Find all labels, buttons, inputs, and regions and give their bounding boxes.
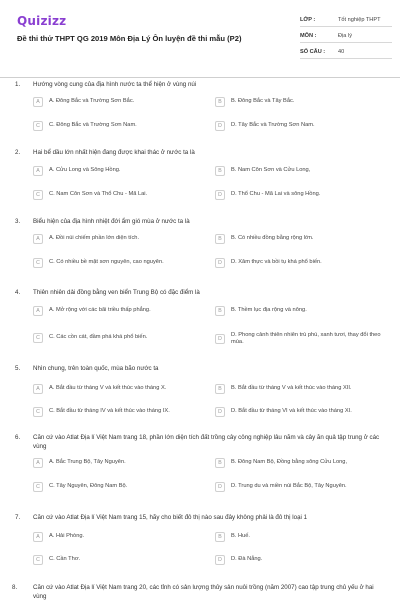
- option-d[interactable]: [215, 332, 381, 347]
- meta-row-subject: [300, 30, 392, 43]
- option-c[interactable]: [33, 407, 170, 417]
- option-d[interactable]: [215, 121, 315, 131]
- option-b[interactable]: [215, 166, 310, 176]
- option-letter: C: [33, 555, 43, 565]
- option-text: A. Đông Bắc và Trường Sơn Bắc.: [49, 98, 135, 105]
- question-text: Căn cứ vào Atlat Địa lí Việt Nam trang 15, hãy cho biết đô thị nào sau đây không phải là đô thị loại 1: [33, 514, 308, 521]
- option-letter: D: [215, 407, 225, 417]
- option-letter: B: [215, 306, 225, 316]
- option-text: B. Thềm lục địa rộng và nông.: [231, 307, 307, 314]
- option-letter: B: [215, 234, 225, 244]
- meta-label: SỐ CÂU :: [300, 49, 326, 55]
- question-number: 5.: [15, 365, 21, 372]
- question-number: 2.: [15, 149, 21, 156]
- option-text: C. Cần Thơ.: [49, 556, 81, 563]
- question-number: 1.: [15, 81, 21, 88]
- option-text: B. Đông Bắc và Tây Bắc.: [231, 98, 295, 105]
- question-number: 8.: [12, 584, 18, 591]
- option-letter: B: [215, 166, 225, 176]
- option-c[interactable]: [33, 121, 137, 131]
- option-letter: D: [215, 555, 225, 565]
- option-letter: A: [33, 166, 43, 176]
- option-letter: D: [215, 190, 225, 200]
- option-c[interactable]: [33, 482, 127, 492]
- option-text: D. Trung du và miền núi Bắc Bộ, Tây Nguyên.: [231, 483, 347, 490]
- option-c[interactable]: [33, 333, 147, 343]
- option-text: D. Tây Bắc và Trường Sơn Nam.: [231, 122, 315, 129]
- option-d[interactable]: [215, 190, 320, 200]
- option-text: B. Bắt đầu từ tháng V và kết thúc vào tháng XII.: [231, 385, 352, 392]
- worksheet-title: Đề thi thử THPT QG 2019 Môn Địa Lý Ôn luyện đề thi mẫu (P2): [17, 34, 242, 43]
- option-letter: A: [33, 384, 43, 394]
- option-text: A. Bắc Trung Bộ, Tây Nguyên.: [49, 459, 126, 466]
- option-letter: B: [215, 97, 225, 107]
- option-text: B. Nam Côn Sơn và Cửu Long,: [231, 167, 311, 174]
- meta-row-count: [300, 46, 392, 59]
- meta-label: LỚP :: [300, 17, 316, 23]
- question-text: Hướng vòng cung của địa hình nước ta thể hiện ở vùng núi: [33, 81, 197, 88]
- meta-value: 40: [338, 49, 345, 55]
- option-c[interactable]: [33, 190, 147, 200]
- option-text: A. Hải Phòng.: [49, 533, 85, 540]
- option-text: C. Các cồn cát, đầm phá khá phổ biến.: [49, 334, 148, 341]
- option-letter: D: [215, 482, 225, 492]
- option-c[interactable]: [33, 258, 164, 268]
- question-number: 7.: [15, 514, 21, 521]
- option-a[interactable]: [33, 458, 126, 468]
- option-letter: B: [215, 458, 225, 468]
- option-text: C. Nam Côn Sơn và Thổ Chu - Mã Lai.: [49, 191, 148, 198]
- option-d[interactable]: [215, 555, 262, 565]
- option-b[interactable]: [215, 306, 307, 316]
- option-a[interactable]: [33, 166, 120, 176]
- question-number: 3.: [15, 218, 21, 225]
- option-text: A. Mở rộng với các bãi triều thấp phẳng.: [49, 307, 151, 314]
- option-letter: C: [33, 407, 43, 417]
- question-text: Biểu hiện của địa hình nhiệt đới ẩm gió mùa ở nước ta là: [33, 218, 190, 225]
- option-a[interactable]: [33, 532, 84, 542]
- option-letter: D: [215, 334, 225, 344]
- option-text: D. Đà Nẵng.: [231, 556, 263, 563]
- option-b[interactable]: [215, 458, 347, 468]
- option-letter: C: [33, 121, 43, 131]
- question-text: Căn cứ vào Atlat Địa lí Việt Nam trang 20, các tỉnh có sản lượng thủy sản nuôi trồng (năm 2007) cao tập trung chủ yếu ở hai vùng: [33, 584, 374, 600]
- question-text: Căn cứ vào Atlat Địa lí Việt Nam trang 18, phần lớn diện tích đất trồng cây công nghiệp lâu năm và cây ăn quả tập trung ở các vùng: [33, 434, 380, 450]
- option-text: B. Huế.: [231, 533, 250, 540]
- worksheet-meta: [300, 14, 392, 62]
- option-letter: A: [33, 97, 43, 107]
- option-b[interactable]: [215, 234, 313, 244]
- option-letter: A: [33, 458, 43, 468]
- option-letter: C: [33, 333, 43, 343]
- option-a[interactable]: [33, 384, 166, 394]
- option-d[interactable]: [215, 482, 347, 492]
- option-a[interactable]: [33, 306, 151, 316]
- option-d[interactable]: [215, 258, 322, 268]
- option-text: A. Đồi núi chiếm phần lớn diện tích.: [49, 235, 140, 242]
- option-letter: C: [33, 258, 43, 268]
- meta-value: Địa lý: [338, 33, 352, 39]
- option-letter: C: [33, 190, 43, 200]
- option-a[interactable]: [33, 97, 134, 107]
- question-text: Nhìn chung, trên toàn quốc, mùa bão nước ta: [33, 365, 159, 372]
- option-b[interactable]: [215, 384, 351, 394]
- option-letter: B: [215, 384, 225, 394]
- option-b[interactable]: [215, 532, 250, 542]
- option-text: D. Phong cảnh thiên nhiên trù phú, xanh tươi, thay đổi theo mùa.: [231, 332, 381, 346]
- option-d[interactable]: [215, 407, 352, 417]
- option-letter: D: [215, 121, 225, 131]
- question-number: 4.: [15, 289, 21, 296]
- option-text: B. Đông Nam Bộ, Đồng bằng sông Cửu Long,: [231, 459, 348, 466]
- question-number: 6.: [15, 434, 21, 441]
- meta-value: Tốt nghiệp THPT: [338, 17, 381, 23]
- question-text: Hai bể dầu lớn nhất hiện đang được khai thác ở nước ta là: [33, 149, 195, 156]
- option-text: A. Cửu Long và Sông Hồng.: [49, 167, 121, 174]
- option-c[interactable]: [33, 555, 80, 565]
- option-a[interactable]: [33, 234, 139, 244]
- option-letter: B: [215, 532, 225, 542]
- option-letter: C: [33, 482, 43, 492]
- option-letter: A: [33, 532, 43, 542]
- quizizz-logo: Quizizz: [17, 14, 67, 28]
- question-text: Thiên nhiên dải đồng bằng ven biển Trung Bộ có đặc điểm là: [33, 289, 200, 296]
- option-text: A. Bắt đầu từ tháng V và kết thúc vào tháng X.: [49, 385, 167, 392]
- option-text: D. Thổ Chu - Mã Lai và sông Hồng.: [231, 191, 321, 198]
- meta-row-class: [300, 14, 392, 27]
- option-text: C. Tây Nguyên, Đông Nam Bộ.: [49, 483, 128, 490]
- option-text: C. Bắt đầu từ tháng IV và kết thúc vào tháng IX.: [49, 408, 170, 415]
- option-text: D. Xâm thực và bồi tụ khá phổ biến.: [231, 259, 322, 266]
- meta-label: MÔN :: [300, 33, 317, 39]
- option-text: C. Đông Bắc và Trường Sơn Nam.: [49, 122, 137, 129]
- option-letter: A: [33, 306, 43, 316]
- option-b[interactable]: [215, 97, 294, 107]
- option-letter: A: [33, 234, 43, 244]
- worksheet-header: [0, 0, 400, 70]
- option-letter: D: [215, 258, 225, 268]
- header-divider: [0, 77, 400, 78]
- option-text: D. Bắt đầu từ tháng VI và kết thúc vào tháng XI.: [231, 408, 352, 415]
- option-text: C. Có nhiều bề mặt sơn nguyên, cao nguyên.: [49, 259, 164, 266]
- option-text: B. Có nhiều đồng bằng rộng lớn.: [231, 235, 314, 242]
